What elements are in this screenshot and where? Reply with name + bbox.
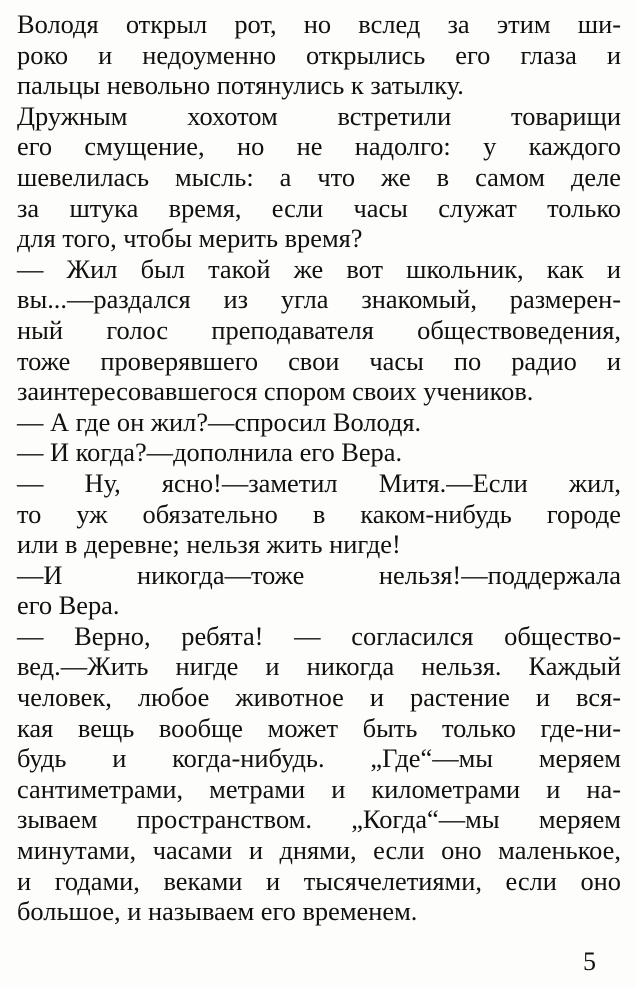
text-line: Володя открыл рот, но вслед за этим ши- [17, 9, 621, 39]
text-line: сантиметрами, метрами и километрами и на- [17, 773, 621, 804]
text-line: пальцы невольно потянулись к затылку. [17, 70, 464, 101]
text-line: для того, чтобы мерить время? [17, 223, 363, 254]
text-line: его смущение, но не надолго: у каждого [17, 131, 621, 162]
text-line: —И никогда—тоже нельзя!—поддержала [17, 559, 621, 590]
text-line: роко и недоуменно открылись его глаза и [17, 39, 621, 70]
text-line: шевелилась мысль: а что же в самом деле [17, 161, 621, 192]
text-line: вед.—Жить нигде и никогда нельзя. Каждый [17, 651, 621, 682]
page-number: 5 [583, 947, 596, 976]
text-line: человек, любое животное и растение и вся- [17, 682, 621, 713]
text-line: заинтересовавшегося спором своих учеников. [17, 376, 534, 407]
text-line: — Ну, ясно!—заметил Митя.—Если жил, [17, 467, 621, 498]
text-line: его Вера. [17, 590, 120, 621]
text-line: минутами, часами и днями, если оно маленькое, [17, 835, 621, 866]
text-line: будь и когда-нибудь. „Где“—мы меряем [17, 743, 621, 774]
text-line: зываем пространством. „Когда“—мы меряем [17, 804, 621, 835]
text-line: то уж обязательно в каком-нибудь городе [17, 498, 621, 529]
text-line: или в деревне; нельзя жить нигде! [17, 529, 401, 560]
text-line: кая вещь вообще может быть только где-ни- [17, 712, 621, 743]
text-line: ный голос преподавателя обществоведения, [17, 314, 621, 345]
body-text [17, 9, 621, 927]
text-line: — И когда?—дополнила его Вера. [17, 437, 403, 468]
text-line: большое, и называем его временем. [17, 896, 418, 927]
text-line: за штука время, если часы служат только [17, 192, 621, 223]
text-line: и годами, веками и тысячелетиями, если оно [17, 865, 621, 896]
text-line: тоже проверявшего свои часы по радио и [17, 345, 621, 376]
text-line: Дружным хохотом встретили товарищи [17, 100, 621, 131]
text-line: — А где он жил?—спросил Володя. [17, 406, 422, 437]
text-line: — Верно, ребята! — согласился общество- [17, 620, 621, 651]
text-line: — Жил был такой же вот школьник, как и [17, 253, 621, 284]
text-line: вы...—раздался из угла знакомый, размерен- [17, 284, 621, 315]
